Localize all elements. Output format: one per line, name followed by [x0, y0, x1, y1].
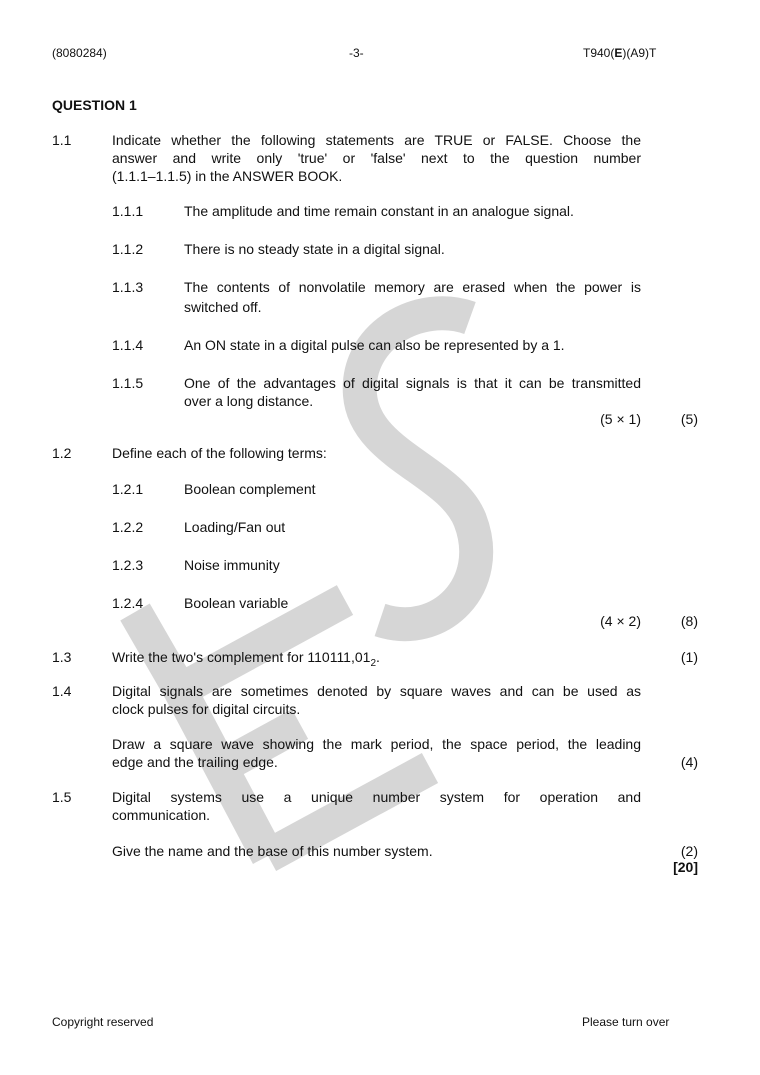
q1-4-p1-line1: Digital signals are sometimes denoted by square waves and can be used as — [112, 683, 641, 699]
q1-1-number: 1.1 — [52, 132, 72, 148]
q1-3-subscript: 2 — [370, 657, 376, 669]
q1-3-text-suffix: . — [376, 649, 380, 665]
q1-1-1-text: The amplitude and time remain constant in an analogue signal. — [184, 203, 574, 219]
q1-4-number: 1.4 — [52, 683, 72, 699]
q1-3-marks: (1) — [680, 649, 698, 665]
q1-2-4-number: 1.2.4 — [112, 595, 144, 611]
q1-1-3-number: 1.1.3 — [112, 279, 144, 295]
q1-2-3-number: 1.2.3 — [112, 557, 144, 573]
q1-1-5-number: 1.1.5 — [112, 375, 144, 391]
footer-turn-over: Please turn over — [582, 1015, 670, 1029]
q1-2-1-number: 1.2.1 — [112, 481, 144, 497]
page-number: -3- — [349, 46, 364, 60]
q1-1-intro-line2: answer and write only 'true' or 'false' next to the question number — [112, 150, 641, 166]
q1-2-4-text: Boolean variable — [184, 595, 289, 611]
q1-3-text — [112, 648, 380, 673]
q1-4-p1-line2: clock pulses for digital circuits. — [112, 701, 301, 717]
question-total: [20] — [673, 859, 698, 875]
q1-2-marks: (8) — [680, 613, 698, 629]
q1-1-2-number: 1.1.2 — [112, 241, 144, 257]
q1-1-2-text: There is no steady state in a digital signal. — [184, 241, 445, 257]
q1-3-text-main: Write the two's complement for 110111,01 — [112, 649, 371, 665]
q1-1-5-text-line2: over a long distance. — [184, 393, 314, 409]
q1-3-number: 1.3 — [52, 649, 72, 665]
watermark-letter-s — [360, 313, 476, 624]
q1-2-1-text: Boolean complement — [184, 481, 316, 497]
q1-4-p2-line1: Draw a square wave showing the mark period, the space period, the leading — [112, 736, 641, 752]
q1-1-4-text: An ON state in a digital pulse can also be represented by a 1. — [184, 337, 565, 353]
q1-1-3-text-line2: switched off. — [184, 299, 262, 315]
q1-5-number: 1.5 — [52, 789, 72, 805]
q1-2-mark-calc: (4 × 2) — [600, 613, 641, 629]
header-code: (8080284) — [52, 46, 107, 60]
q1-2-3-text: Noise immunity — [184, 557, 280, 573]
question-title: QUESTION 1 — [52, 97, 137, 113]
q1-1-mark-calc: (5 × 1) — [600, 411, 641, 427]
q1-1-1-number: 1.1.1 — [112, 203, 144, 219]
paper-code — [583, 46, 656, 60]
q1-4-p2-line2: edge and the trailing edge. — [112, 754, 278, 770]
q1-1-4-number: 1.1.4 — [112, 337, 144, 353]
q1-1-5-text-line1: One of the advantages of digital signals is that it can be transmitted — [184, 375, 641, 391]
q1-5-p1-line1: Digital systems use a unique number system for operation and — [112, 789, 641, 805]
q1-2-number: 1.2 — [52, 445, 72, 461]
paper-code-prefix: T940( — [583, 46, 615, 60]
q1-5-p1-line2: communication. — [112, 807, 211, 823]
paper-code-bold: E — [614, 46, 623, 60]
q1-1-3-text-line1: The contents of nonvolatile memory are erased when the power is — [184, 279, 641, 295]
q1-1-intro-line1: Indicate whether the following statements are TRUE or FALSE. Choose the — [112, 132, 641, 148]
q1-5-marks: (2) — [680, 843, 698, 859]
q1-5-p2: Give the name and the base of this number system. — [112, 843, 433, 859]
q1-1-intro-line3: (1.1.1–1.1.5) in the ANSWER BOOK. — [112, 168, 343, 184]
q1-2-2-text: Loading/Fan out — [184, 519, 286, 535]
q1-4-marks: (4) — [680, 754, 698, 770]
footer-copyright: Copyright reserved — [52, 1015, 154, 1029]
paper-code-suffix: )(A9)T — [622, 46, 657, 60]
q1-2-intro: Define each of the following terms: — [112, 445, 327, 461]
q1-1-marks: (5) — [680, 411, 698, 427]
q1-2-2-number: 1.2.2 — [112, 519, 144, 535]
